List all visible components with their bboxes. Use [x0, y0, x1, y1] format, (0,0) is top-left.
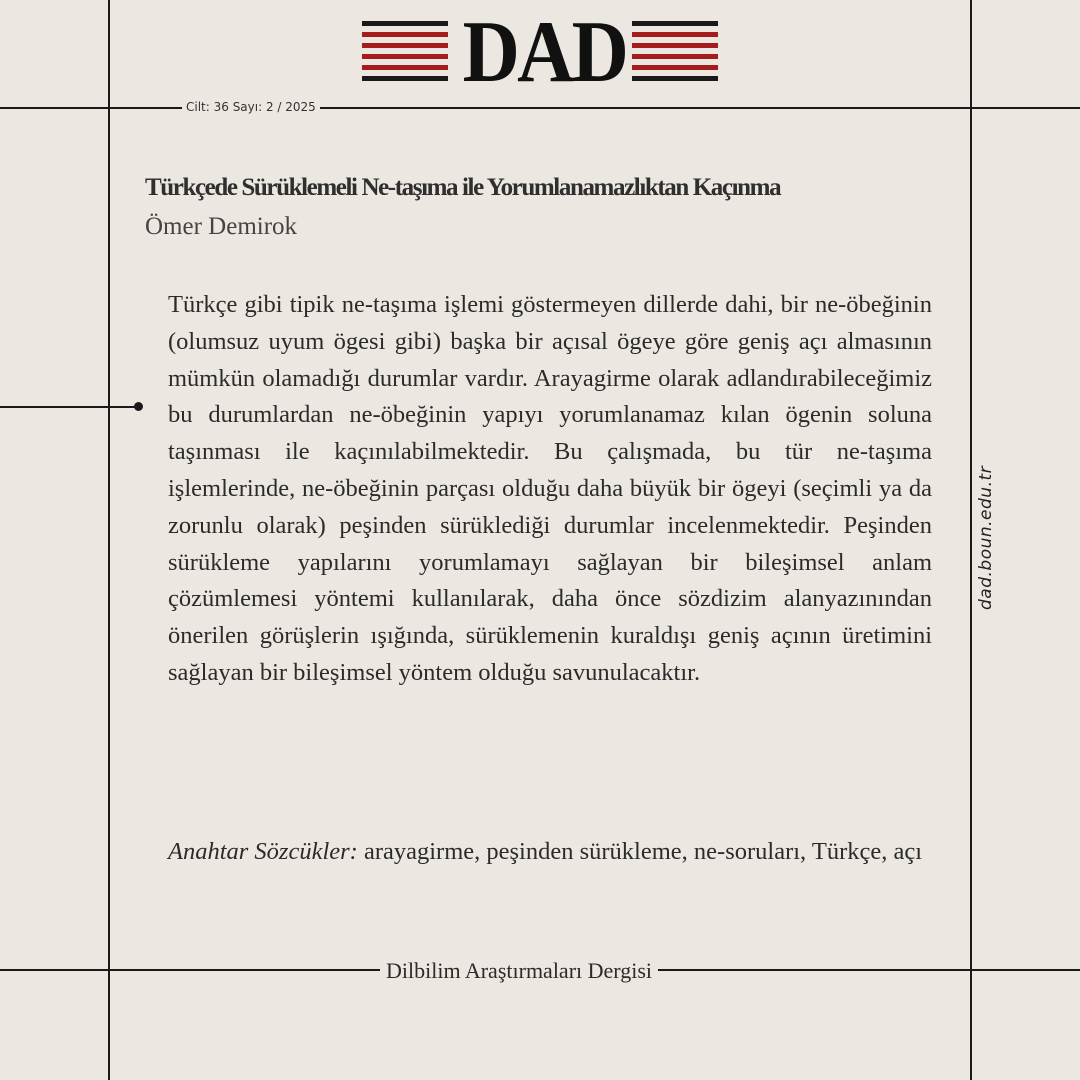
keywords-paragraph — [168, 834, 932, 871]
frame-line-right — [970, 0, 972, 1080]
pointer-dot — [134, 402, 143, 411]
article-author: Ömer Demirok — [145, 213, 298, 240]
keywords-label: Anahtar Sözcükler: — [168, 838, 358, 865]
logo-stripes-right — [632, 21, 718, 83]
pointer-line — [0, 406, 138, 408]
logo-stripes-left — [362, 21, 448, 83]
keywords-list: arayagirme, peşinden sürükleme, ne-soruları, Türkçe, açı — [363, 838, 923, 865]
frame-line-left — [108, 0, 110, 1080]
journal-name-footer: Dilbilim Araştırmaları Dergisi — [380, 958, 658, 984]
journal-logo — [362, 4, 718, 101]
article-title: Türkçede Sürüklemeli Ne-taşıma ile Yorumlanamazlıktan Kaçınma — [145, 174, 781, 201]
article-abstract: Türkçe gibi tipik ne-taşıma işlemi göstermeyen dillerde dahi, bir ne-öbeğinin (olumsuz uyum ögesi gibi) başka bir açısal ögeye göre geniş açı almasının mümkün olamadığı durumlar vardır. Arayagirme olarak adlandırabileceğimiz bu durumlardan ne-öbeğinin yapıyı yorumlanamaz kılan ögenin soluna taşınması ile kaçınılabilmektedir. Bu çalışmada, bu tür ne-taşıma işlemlerinde, ne-öbeğinin parçası olduğu daha büyük bir ögeyi (seçimli ya da zorunlu olarak) peşinden sürüklediği durumlar incelenmektedir. Peşinden sürükleme yapılarını yorumlamayı sağlayan bir bileşimsel anlam çözümlemesi yöntemi kullanılarak, daha önce sözdizim alanyazınından önerilen görüşlerin ışığında, sürüklemenin kuraldışı geniş açının üretimini sağlayan bir bileşimsel yöntem olduğu savunulacaktır. — [168, 291, 932, 686]
side-url: dad.boun.edu.tr — [976, 460, 996, 616]
frame-line-top — [0, 107, 1080, 109]
logo-text: DAD — [462, 4, 627, 101]
issue-info: Cilt: 36 Sayı: 2 / 2025 — [182, 100, 320, 114]
